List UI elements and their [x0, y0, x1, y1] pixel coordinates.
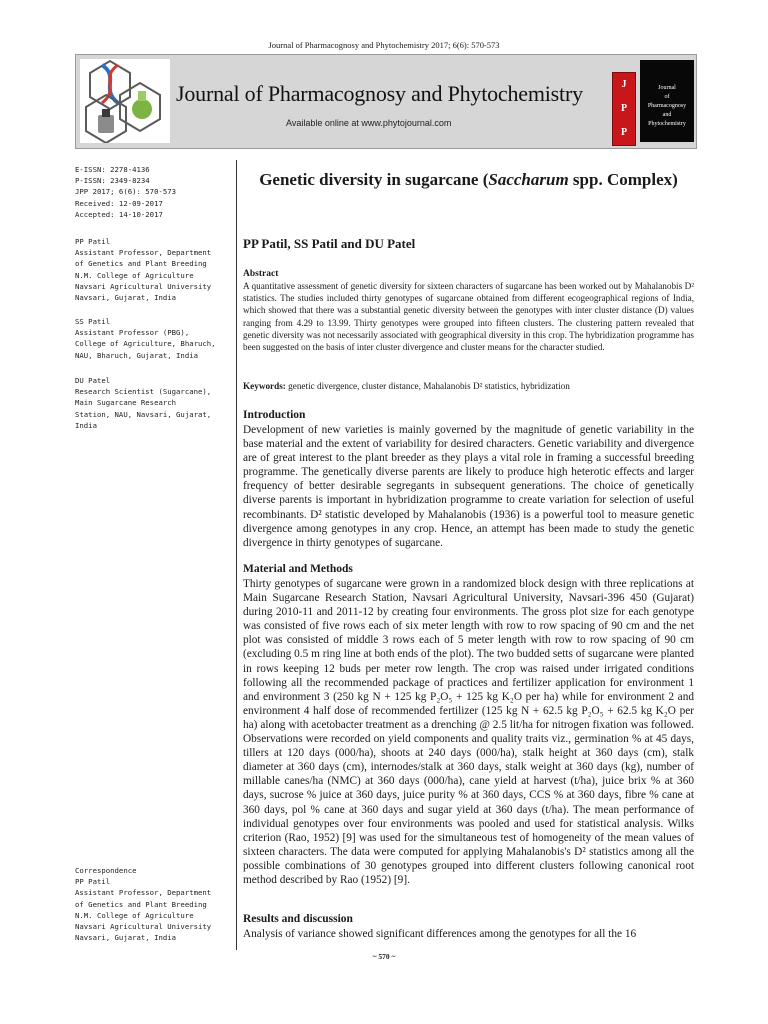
article-meta — [75, 164, 235, 220]
correspondence-line: Correspondence — [75, 866, 137, 875]
page-number: ~ 570 ~ — [372, 952, 396, 961]
meta-line: JPP 2017; 6(6): 570-573 — [75, 187, 177, 197]
affiliation-3 — [75, 375, 235, 431]
keywords-text: genetic divergence, cluster distance, Mahalanobis D² statistics, hybridization — [288, 381, 570, 391]
correspondence-line: Navsari Agricultural University — [75, 922, 212, 932]
abstract-heading: Abstract — [243, 269, 279, 279]
affiliation-line: Research Scientist (Sugarcane), — [75, 387, 212, 397]
affiliation-line: DU Patel — [75, 376, 111, 385]
jpp-letter: P — [620, 103, 628, 114]
affiliation-1 — [75, 236, 235, 303]
affiliation-line: College of Agriculture, Bharuch, — [75, 339, 216, 349]
introduction-text: Development of new varieties is mainly governed by the magnitude of genetic variability in the base material and the extent of variability for desired characters. Genetic variability and divergence are of great interest to the plant breeder as they plays a vital role in framing a successful breeding programme. The genetically diverse parents are likely to produce high heterotic effects and larger frequency of better desirable segregants in subsequent generations. The choice of genetically diverse parents is important in hybridization programme to create variation for selection of useful recombinants. D² statistic developed by Mahalanobis (1936) is a powerful tool to measure genetic divergence among genotypes in any crop. Hence, an attempt has been made to study the genetic divergence in thirty genotypes of sugarcane. — [243, 424, 694, 549]
jpp-side-title — [640, 60, 694, 142]
side-title-line: of — [664, 94, 670, 100]
side-title-line: and — [662, 112, 672, 118]
methods-heading: Material and Methods — [243, 563, 353, 575]
keywords — [243, 381, 694, 391]
meta-line: Accepted: 14-10-2017 — [75, 209, 163, 219]
title-part: spp. Complex) — [568, 170, 678, 189]
available-online: Available online at www.phytojournal.com — [286, 118, 452, 128]
correspondence-line: of Genetics and Plant Breeding — [75, 899, 207, 909]
correspondence — [75, 865, 235, 943]
paper-title — [243, 168, 694, 191]
correspondence-line: Assistant Professor, Department — [75, 888, 212, 898]
affiliation-line: Main Sugarcane Research — [75, 398, 177, 408]
methods-text: Thirty genotypes of sugarcane were grown in a randomized block design with three replications at Main Sugarcane Research Station, Navsari Agricultural University, Navsari-396 450 (Gujarat) during 2010-11 and 2011-12 by creating four environments. The gross plot size for each genotype was consisted of five rows each of six meter length with row to row spacing of 90 cm and the net plot was consisted of middle 3 rows each of 5 meter length with row to row spacing of 90 cm (excluding 0.5 m ring line at both ends of the plot). The two budded setts of sugarcane were planted in rows keeping 12 buds per meter row length. The crop was raised under irrigated conditions following all the recommended package of practices and fertilizer application for environment 1 and environment 3 (250 kg N + 125 kg P₂O₅ + 125 kg K₂O per ha) while for environment 2 and environment 4 half dose of recommended fertilizer (125 kg N + 62.5 kg P₂O₅ + 62.5 kg K₂O per ha) along with acetobacter treatment as a drenching @ 2.5 lit/ha for nitrogen fixation was followed. Observations were recorded on yield components and quality traits viz., germination % at 45 days, tillers at 120 days (000/ha), shoots at 240 days (000/ha), stalk height at 360 days (cm), stalk diameter at 360 days (cm), internodes/stalk at 360 days, stalk weight at 360 days (kg), number of millable canes/ha (NMC) at 360 days (000/ha), cane yield at harvest (t/ha), juice brix % at 360 days, sucrose % juice at 360 days, juice purity % at 360 days, CCS % at 360 days, fibre % cane at 360 days, pol % cane at 360 days and sugar yield at 360 days (t/ha). The mean performance of individual genotypes over four environments was pooled and used for statistical analysis. Wilks criterion (Rao, 1952) [9] was used for the simultaneous test of homogeneity of the mean values of sixteen characters. The data were computed for applying Mahalanobis's D² statistics among all the possible combinations of 30 genotypes grouped into different clusters following canonical root method described by Rao (1952) [9]. — [243, 578, 694, 886]
side-title-line: Pharmacognosy — [647, 103, 687, 109]
journal-logo — [80, 59, 170, 143]
affiliation-line: Navsari, Gujarat, India — [75, 293, 177, 303]
side-title-line: Journal — [658, 85, 676, 91]
affiliation-line: Navsari Agricultural University — [75, 281, 212, 291]
correspondence-line: N.M. College of Agriculture — [75, 910, 194, 920]
dna-flask-logo-icon — [80, 59, 170, 143]
jpp-letter: P — [620, 127, 628, 138]
introduction-heading: Introduction — [243, 409, 306, 421]
affiliation-line: Assistant Professor, Department — [75, 248, 212, 258]
title-italic: Saccharum — [488, 170, 569, 189]
title-part: Genetic diversity in sugarcane ( — [259, 170, 489, 189]
correspondence-line: PP Patil — [75, 877, 111, 887]
column-divider — [236, 160, 237, 950]
jpp-letter: J — [621, 79, 627, 90]
affiliation-2 — [75, 316, 235, 361]
authors: PP Patil, SS Patil and DU Patel — [243, 236, 416, 251]
affiliation-line: NAU, Bharuch, Gujarat, India — [75, 350, 199, 360]
running-head: Journal of Pharmacognosy and Phytochemistry 2017; 6(6): 570-573 — [268, 40, 500, 50]
affiliation-line: PP Patil — [75, 237, 111, 246]
meta-line: E-ISSN: 2278-4136 — [75, 165, 150, 174]
journal-title: Journal of Pharmacognosy and Phytochemistry — [176, 81, 583, 106]
results-heading: Results and discussion — [243, 913, 353, 925]
affiliation-line: Assistant Professor (PBG), — [75, 328, 190, 338]
correspondence-line: Navsari, Gujarat, India — [75, 933, 177, 943]
affiliation-line: of Genetics and Plant Breeding — [75, 259, 207, 269]
affiliation-line: N.M. College of Agriculture — [75, 270, 194, 280]
results-text: Analysis of variance showed significant differences among the genotypes for all the 16 — [243, 928, 637, 940]
affiliation-line: SS Patil — [75, 317, 111, 326]
meta-line: P-ISSN: 2349-8234 — [75, 176, 150, 186]
abstract-text: A quantitative assessment of genetic diversity for sixteen characters of sugarcane has been worked out by Mahalanobis D² statistics. The studies included thirty genotypes of sugarcane obtained from different ecogeographical regions of India, which showed that there was a substantial genetic diversity between the genotypes with inter cluster distance (D) values ranging from 4.29 to 13.99. Thirty genotypes were grouped into fifteen clusters. The clustering pattern revealed that genetic diversity was not necessarily associated with geographical diversity in this crop. The hybridization programme has been suggested on the basis of inter cluster divergence and cluster means for the character studied. — [243, 281, 694, 353]
meta-line: Received: 12-09-2017 — [75, 198, 163, 208]
keywords-label: Keywords: — [243, 381, 286, 391]
affiliation-line: India — [75, 420, 97, 430]
affiliation-line: Station, NAU, Navsari, Gujarat, — [75, 409, 212, 419]
side-title-line: Phytochemistry — [648, 121, 686, 127]
journal-banner — [75, 54, 697, 149]
jpp-red-box — [612, 72, 636, 146]
